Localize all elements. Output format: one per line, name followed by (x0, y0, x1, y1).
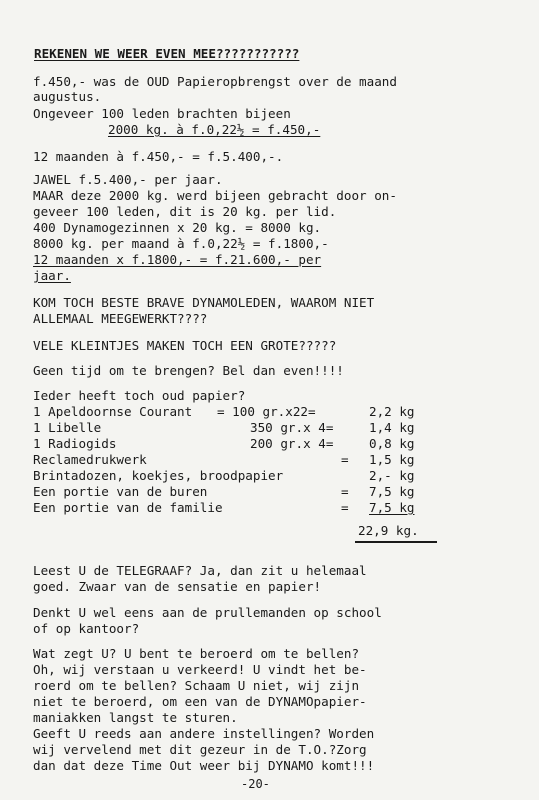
list-item-value: 7,5 kg (369, 500, 415, 515)
list-item-label: Brintadozen, koekjes, broodpapier (33, 468, 284, 483)
text-line: Geen tijd om te brengen? Bel dan even!!!! (33, 363, 344, 378)
text-line: geveer 100 leden, dit is 20 kg. per lid. (33, 204, 337, 219)
text-line: 12 maanden à f.450,- = f.5.400,-. (33, 149, 284, 164)
list-item-calc: = (341, 452, 349, 467)
list-item-label: Reclamedrukwerk (33, 452, 147, 467)
text-line-underlined: jaar. (33, 268, 71, 283)
list-item-label: 1 Apeldoornse Courant (33, 404, 193, 419)
text-line: f.450,- was de OUD Papieropbrengst over de maand (33, 74, 397, 89)
list-item-calc: = (341, 500, 349, 515)
list-item-value: 2,- kg (369, 468, 415, 483)
list-item-calc: 350 gr.x 4= (250, 420, 334, 435)
text-line-underlined: 12 maanden x f.1800,- = f.21.600,- per (33, 252, 322, 267)
list-item-value: 0,8 kg (369, 436, 415, 451)
text-line: of op kantoor? (33, 621, 140, 636)
text-line: augustus. (33, 89, 102, 104)
list-item-label: 1 Radiogids (33, 436, 117, 451)
list-item-label: Een portie van de familie (33, 500, 223, 515)
text-line: Geeft U reeds aan andere instellingen? Worden (33, 726, 375, 741)
list-item-calc: = (341, 484, 349, 499)
text-line: Ieder heeft toch oud papier? (33, 388, 246, 403)
text-line: dan dat deze Time Out weer bij DYNAMO komt!!! (33, 758, 375, 773)
text-line: KOM TOCH BESTE BRAVE DYNAMOLEDEN, WAAROM NIET (33, 295, 375, 310)
list-item-value: 2,2 kg (369, 404, 415, 419)
list-item-label: Een portie van de buren (33, 484, 208, 499)
list-item-value: 1,4 kg (369, 420, 415, 435)
text-line: maniakken langst te sturen. (33, 710, 238, 725)
text-line-calculation: 2000 kg. à f.0,22½ = f.450,- (108, 122, 321, 137)
text-line: JAWEL f.5.400,- per jaar. (33, 172, 223, 187)
text-line: Oh, wij verstaan u verkeerd! U vindt het be- (33, 662, 367, 677)
text-line: 8000 kg. per maand à f.0,22½ = f.1800,- (33, 236, 329, 251)
text-line: ALLEMAAL MEEGEWERKT???? (33, 311, 208, 326)
text-line: goed. Zwaar van de sensatie en papier! (33, 579, 322, 594)
text-line: roerd om te bellen? Schaam U niet, wij zijn (33, 678, 360, 693)
text-line: 400 Dynamogezinnen x 20 kg. = 8000 kg. (33, 220, 322, 235)
list-item-value: 1,5 kg (369, 452, 415, 467)
list-item-value: 7,5 kg (369, 484, 415, 499)
text-line: Ongeveer 100 leden brachten bijeen (33, 106, 291, 121)
total-underline (355, 541, 437, 543)
list-item-calc: = 100 gr.x22= (217, 404, 316, 419)
text-line: Leest U de TELEGRAAF? Ja, dan zit u helemaal (33, 563, 367, 578)
list-item-label: 1 Libelle (33, 420, 102, 435)
page-number: -20- (241, 777, 270, 791)
text-line: niet te beroerd, om een van de DYNAMOpapier- (33, 694, 367, 709)
text-line: Wat zegt U? U bent te beroerd om te bellen? (33, 646, 360, 661)
total-value: 22,9 kg. (358, 523, 419, 538)
text-line: Denkt U wel eens aan de prullemanden op school (33, 605, 382, 620)
text-line: MAAR deze 2000 kg. werd bijeen gebracht door on- (33, 188, 397, 203)
page-heading: REKENEN WE WEER EVEN MEE??????????? (34, 46, 300, 61)
text-line: wij vervelend met dit gezeur in de T.O.?Zorg (33, 742, 367, 757)
list-item-calc: 200 gr.x 4= (250, 436, 334, 451)
text-line: VELE KLEINTJES MAKEN TOCH EEN GROTE????? (33, 338, 337, 353)
